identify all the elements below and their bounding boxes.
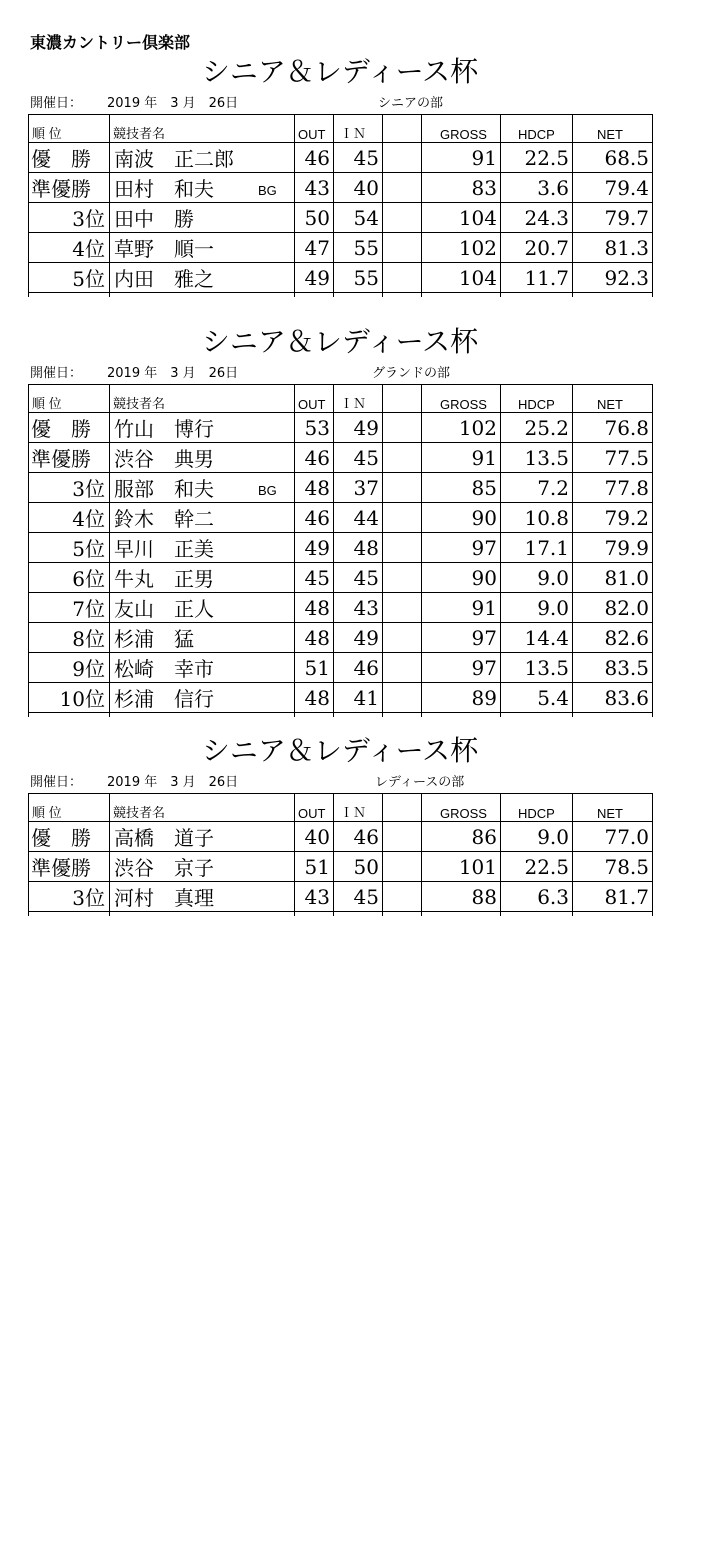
out-cell: 46 bbox=[295, 503, 334, 533]
table-row bbox=[29, 852, 653, 882]
out-cell: 48 bbox=[295, 593, 334, 623]
in-header: ＩＮ bbox=[334, 385, 383, 413]
hdcp-cell: 14.4 bbox=[501, 623, 573, 653]
in-cell: 41 bbox=[334, 683, 383, 713]
rank-cell: 8位 bbox=[29, 623, 110, 653]
hdcp-cell: 17.1 bbox=[501, 533, 573, 563]
player-name: 河村 真理 bbox=[114, 886, 214, 910]
player-name: 田中 勝 bbox=[114, 207, 194, 231]
player-name: 杉浦 猛 bbox=[114, 627, 194, 651]
name-header: 競技者名 bbox=[110, 115, 295, 143]
in-cell: 45 bbox=[334, 882, 383, 912]
hdcp-cell: 25.2 bbox=[501, 413, 573, 443]
player-name: 早川 正美 bbox=[114, 537, 214, 561]
out-cell: 43 bbox=[295, 173, 334, 203]
player-name: 牛丸 正男 bbox=[114, 567, 214, 591]
rank-header: 順 位 bbox=[29, 794, 110, 822]
out-cell: 46 bbox=[295, 443, 334, 473]
table-tail bbox=[29, 912, 653, 917]
gross-cell: 91 bbox=[422, 593, 501, 623]
rank-cell: 9位 bbox=[29, 653, 110, 683]
table-row bbox=[29, 593, 653, 623]
player-name-cell bbox=[110, 533, 295, 563]
player-name-cell bbox=[110, 683, 295, 713]
gross-cell: 88 bbox=[422, 882, 501, 912]
player-name-cell bbox=[110, 173, 295, 203]
gross-cell: 83 bbox=[422, 173, 501, 203]
out-cell: 48 bbox=[295, 473, 334, 503]
event-date: 2019 年 3 月 26日 bbox=[107, 96, 239, 111]
gross-cell: 97 bbox=[422, 623, 501, 653]
blank-header bbox=[383, 794, 422, 822]
in-cell: 49 bbox=[334, 413, 383, 443]
player-name-cell bbox=[110, 623, 295, 653]
player-name: 渋谷 京子 bbox=[114, 856, 214, 880]
blank-cell bbox=[383, 443, 422, 473]
net-cell: 79.4 bbox=[573, 173, 653, 203]
in-cell: 44 bbox=[334, 503, 383, 533]
in-cell: 37 bbox=[334, 473, 383, 503]
hdcp-cell: 9.0 bbox=[501, 593, 573, 623]
hdcp-cell: 13.5 bbox=[501, 443, 573, 473]
blank-cell bbox=[383, 413, 422, 443]
rank-cell: 3位 bbox=[29, 473, 110, 503]
division-label: グランドの部 bbox=[372, 366, 451, 381]
hdcp-header: HDCP bbox=[501, 385, 573, 413]
net-cell: 76.8 bbox=[573, 413, 653, 443]
table-row bbox=[29, 443, 653, 473]
table-row bbox=[29, 683, 653, 713]
gross-cell: 101 bbox=[422, 852, 501, 882]
table-row bbox=[29, 623, 653, 653]
table-row bbox=[29, 143, 653, 173]
net-cell: 77.0 bbox=[573, 822, 653, 852]
hdcp-cell: 6.3 bbox=[501, 882, 573, 912]
player-name: 松崎 幸市 bbox=[114, 657, 214, 681]
gross-cell: 104 bbox=[422, 203, 501, 233]
hdcp-header: HDCP bbox=[501, 794, 573, 822]
table-tail bbox=[29, 293, 653, 298]
hdcp-cell: 3.6 bbox=[501, 173, 573, 203]
player-name-cell bbox=[110, 852, 295, 882]
net-cell: 83.5 bbox=[573, 653, 653, 683]
player-name: 渋谷 典男 bbox=[114, 447, 214, 471]
player-name: 田村 和夫 bbox=[114, 177, 214, 201]
rank-header: 順 位 bbox=[29, 385, 110, 413]
rank-cell: 優 勝 bbox=[29, 822, 110, 852]
rank-cell: 4位 bbox=[29, 233, 110, 263]
net-cell: 82.6 bbox=[573, 623, 653, 653]
net-cell: 79.7 bbox=[573, 203, 653, 233]
blank-cell bbox=[383, 233, 422, 263]
out-cell: 49 bbox=[295, 263, 334, 293]
hdcp-cell: 9.0 bbox=[501, 563, 573, 593]
out-cell: 40 bbox=[295, 822, 334, 852]
in-cell: 55 bbox=[334, 233, 383, 263]
out-cell: 50 bbox=[295, 203, 334, 233]
gross-cell: 104 bbox=[422, 263, 501, 293]
hdcp-cell: 24.3 bbox=[501, 203, 573, 233]
bg-mark: BG bbox=[258, 483, 277, 498]
net-cell: 81.7 bbox=[573, 882, 653, 912]
rank-cell: 準優勝 bbox=[29, 173, 110, 203]
player-name-cell bbox=[110, 503, 295, 533]
player-name: 鈴木 幹二 bbox=[114, 507, 214, 531]
gross-cell: 85 bbox=[422, 473, 501, 503]
blank-header bbox=[383, 115, 422, 143]
gross-cell: 97 bbox=[422, 533, 501, 563]
date-label: 開催日： bbox=[30, 366, 83, 381]
player-name-cell bbox=[110, 593, 295, 623]
hdcp-cell: 13.5 bbox=[501, 653, 573, 683]
blank-header bbox=[383, 385, 422, 413]
division-label: シニアの部 bbox=[378, 96, 444, 111]
blank-cell bbox=[383, 822, 422, 852]
date-label: 開催日： bbox=[30, 775, 83, 790]
gross-cell: 86 bbox=[422, 822, 501, 852]
in-cell: 46 bbox=[334, 653, 383, 683]
net-cell: 77.5 bbox=[573, 443, 653, 473]
out-cell: 45 bbox=[295, 563, 334, 593]
out-header: OUT bbox=[295, 385, 334, 413]
gross-cell: 90 bbox=[422, 563, 501, 593]
in-cell: 49 bbox=[334, 623, 383, 653]
in-cell: 45 bbox=[334, 443, 383, 473]
header-row bbox=[29, 794, 653, 822]
blank-cell bbox=[383, 852, 422, 882]
gross-cell: 91 bbox=[422, 143, 501, 173]
player-name-cell bbox=[110, 882, 295, 912]
player-name: 服部 和夫 bbox=[114, 477, 214, 501]
blank-cell bbox=[383, 173, 422, 203]
event-date: 2019 年 3 月 26日 bbox=[107, 775, 239, 790]
table-row bbox=[29, 882, 653, 912]
results-table bbox=[28, 793, 653, 916]
rank-cell: 準優勝 bbox=[29, 852, 110, 882]
blank-cell bbox=[383, 563, 422, 593]
net-header: NET bbox=[573, 385, 653, 413]
table-tail bbox=[29, 713, 653, 718]
rank-header: 順 位 bbox=[29, 115, 110, 143]
player-name-cell bbox=[110, 233, 295, 263]
net-cell: 81.0 bbox=[573, 563, 653, 593]
results-table bbox=[28, 384, 653, 717]
rank-cell: 3位 bbox=[29, 203, 110, 233]
player-name: 高橋 道子 bbox=[114, 826, 214, 850]
player-name: 南波 正二郎 bbox=[114, 147, 234, 171]
rank-cell: 5位 bbox=[29, 533, 110, 563]
player-name-cell bbox=[110, 203, 295, 233]
out-header: OUT bbox=[295, 115, 334, 143]
blank-cell bbox=[383, 623, 422, 653]
blank-cell bbox=[383, 263, 422, 293]
rank-cell: 10位 bbox=[29, 683, 110, 713]
in-header: ＩＮ bbox=[334, 115, 383, 143]
blank-cell bbox=[383, 683, 422, 713]
date-label: 開催日： bbox=[30, 96, 83, 111]
table-row bbox=[29, 822, 653, 852]
club-name: 東濃カントリー倶楽部 bbox=[30, 33, 191, 52]
in-cell: 45 bbox=[334, 563, 383, 593]
out-cell: 49 bbox=[295, 533, 334, 563]
hdcp-cell: 11.7 bbox=[501, 263, 573, 293]
player-name: 友山 正人 bbox=[114, 597, 214, 621]
table-row bbox=[29, 233, 653, 263]
in-cell: 46 bbox=[334, 822, 383, 852]
net-cell: 77.8 bbox=[573, 473, 653, 503]
in-cell: 55 bbox=[334, 263, 383, 293]
table-row bbox=[29, 203, 653, 233]
net-cell: 68.5 bbox=[573, 143, 653, 173]
player-name: 内田 雅之 bbox=[114, 267, 214, 291]
out-header: OUT bbox=[295, 794, 334, 822]
name-header: 競技者名 bbox=[110, 385, 295, 413]
net-header: NET bbox=[573, 115, 653, 143]
rank-cell: 4位 bbox=[29, 503, 110, 533]
table-row bbox=[29, 413, 653, 443]
rank-cell: 5位 bbox=[29, 263, 110, 293]
player-name: 杉浦 信行 bbox=[114, 687, 214, 711]
header-row bbox=[29, 385, 653, 413]
out-cell: 47 bbox=[295, 233, 334, 263]
section-title: シニア＆レディース杯 bbox=[201, 734, 479, 767]
rank-cell: 準優勝 bbox=[29, 443, 110, 473]
gross-cell: 89 bbox=[422, 683, 501, 713]
net-cell: 81.3 bbox=[573, 233, 653, 263]
table-row bbox=[29, 473, 653, 503]
out-cell: 51 bbox=[295, 852, 334, 882]
out-cell: 53 bbox=[295, 413, 334, 443]
out-cell: 48 bbox=[295, 623, 334, 653]
gross-cell: 97 bbox=[422, 653, 501, 683]
division-label: レディースの部 bbox=[375, 775, 465, 790]
results-table bbox=[28, 114, 653, 297]
gross-cell: 90 bbox=[422, 503, 501, 533]
in-cell: 40 bbox=[334, 173, 383, 203]
rank-cell: 3位 bbox=[29, 882, 110, 912]
net-cell: 83.6 bbox=[573, 683, 653, 713]
blank-cell bbox=[383, 593, 422, 623]
section-title: シニア＆レディース杯 bbox=[201, 325, 479, 358]
in-cell: 50 bbox=[334, 852, 383, 882]
hdcp-cell: 20.7 bbox=[501, 233, 573, 263]
in-cell: 54 bbox=[334, 203, 383, 233]
player-name: 草野 順一 bbox=[114, 237, 214, 261]
player-name-cell bbox=[110, 143, 295, 173]
net-cell: 79.2 bbox=[573, 503, 653, 533]
gross-header: GROSS bbox=[422, 794, 501, 822]
in-header: ＩＮ bbox=[334, 794, 383, 822]
table-row bbox=[29, 173, 653, 203]
hdcp-cell: 22.5 bbox=[501, 852, 573, 882]
blank-cell bbox=[383, 533, 422, 563]
net-cell: 92.3 bbox=[573, 263, 653, 293]
blank-cell bbox=[383, 143, 422, 173]
out-cell: 51 bbox=[295, 653, 334, 683]
gross-cell: 102 bbox=[422, 233, 501, 263]
player-name-cell bbox=[110, 413, 295, 443]
hdcp-cell: 10.8 bbox=[501, 503, 573, 533]
blank-cell bbox=[383, 503, 422, 533]
net-header: NET bbox=[573, 794, 653, 822]
in-cell: 48 bbox=[334, 533, 383, 563]
gross-header: GROSS bbox=[422, 115, 501, 143]
rank-cell: 優 勝 bbox=[29, 143, 110, 173]
table-row bbox=[29, 533, 653, 563]
hdcp-cell: 5.4 bbox=[501, 683, 573, 713]
hdcp-cell: 7.2 bbox=[501, 473, 573, 503]
gross-header: GROSS bbox=[422, 385, 501, 413]
table-row bbox=[29, 653, 653, 683]
bg-mark: BG bbox=[258, 183, 277, 198]
out-cell: 46 bbox=[295, 143, 334, 173]
hdcp-header: HDCP bbox=[501, 115, 573, 143]
blank-cell bbox=[383, 203, 422, 233]
net-cell: 82.0 bbox=[573, 593, 653, 623]
blank-cell bbox=[383, 473, 422, 503]
blank-cell bbox=[383, 882, 422, 912]
net-cell: 79.9 bbox=[573, 533, 653, 563]
player-name-cell bbox=[110, 443, 295, 473]
section-title: シニア＆レディース杯 bbox=[201, 55, 479, 88]
event-date: 2019 年 3 月 26日 bbox=[107, 366, 239, 381]
blank-cell bbox=[383, 653, 422, 683]
table-row bbox=[29, 563, 653, 593]
player-name-cell bbox=[110, 473, 295, 503]
hdcp-cell: 22.5 bbox=[501, 143, 573, 173]
player-name: 竹山 博行 bbox=[114, 417, 214, 441]
hdcp-cell: 9.0 bbox=[501, 822, 573, 852]
out-cell: 43 bbox=[295, 882, 334, 912]
name-header: 競技者名 bbox=[110, 794, 295, 822]
rank-cell: 7位 bbox=[29, 593, 110, 623]
gross-cell: 91 bbox=[422, 443, 501, 473]
table-row bbox=[29, 263, 653, 293]
in-cell: 43 bbox=[334, 593, 383, 623]
player-name-cell bbox=[110, 263, 295, 293]
player-name-cell bbox=[110, 653, 295, 683]
player-name-cell bbox=[110, 822, 295, 852]
rank-cell: 優 勝 bbox=[29, 413, 110, 443]
player-name-cell bbox=[110, 563, 295, 593]
rank-cell: 6位 bbox=[29, 563, 110, 593]
header-row bbox=[29, 115, 653, 143]
in-cell: 45 bbox=[334, 143, 383, 173]
out-cell: 48 bbox=[295, 683, 334, 713]
gross-cell: 102 bbox=[422, 413, 501, 443]
net-cell: 78.5 bbox=[573, 852, 653, 882]
table-row bbox=[29, 503, 653, 533]
